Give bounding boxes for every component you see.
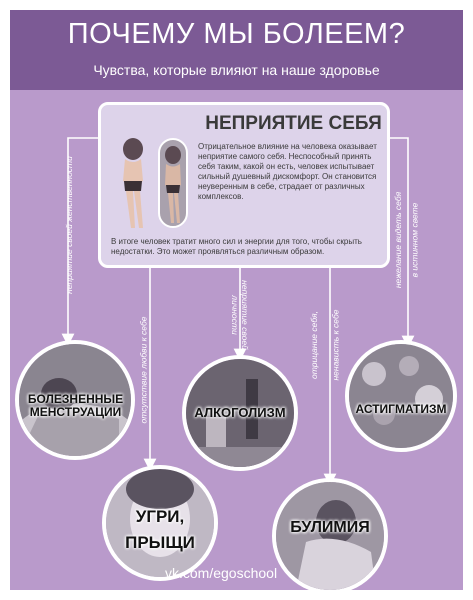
label-truth-2: в истинном свете	[409, 202, 420, 278]
label-acne-line-1: УГРИ,	[135, 507, 185, 526]
label-alcohol: АЛКОГОЛИЗМ	[194, 405, 286, 420]
infographic	[10, 10, 463, 590]
panel-text: Отрицательное влияние на человека оказывает неприятие самого себя. Неспособный принять себя таким, какой он есть, человек испытывает сильный душевный дискомфорт. Он становится неуверенным в себе, страдает от различных комплексов.	[198, 142, 377, 201]
label-love: отсутствие любви к себе	[138, 316, 149, 424]
panel-title: НЕПРИЯТИЕ СЕБЯ	[205, 113, 382, 134]
women-mirror-illustration	[111, 133, 193, 233]
page-subtitle: Чувства, которые влияют на наше здоровье	[93, 62, 380, 78]
label-hatred: ненависть к себе	[330, 309, 341, 381]
label-femininity: неприятие своей женственности	[63, 156, 74, 294]
label-personality: неприятие своей личности	[230, 280, 250, 350]
label-acne	[102, 508, 218, 552]
label-menstruation: БОЛЕЗНЕННЫЕ МЕНСТРУАЦИИ	[27, 392, 124, 419]
panel-text-secondary: В итоге человек тратит много сил и энергии для того, чтобы скрыть недостатки. Это может проявляться различным образом.	[111, 237, 362, 256]
label-bulimia: БУЛИМИЯ	[290, 519, 370, 536]
label-astigmatism: АСТИГМАТИЗМ	[355, 402, 447, 416]
circle-astigmatism	[345, 340, 457, 452]
label-truth-1: нежелание видеть себя	[393, 191, 404, 289]
self-rejection-panel	[98, 102, 390, 268]
page-title: ПОЧЕМУ МЫ БОЛЕЕМ?	[67, 18, 406, 50]
footer-link[interactable]: vk.com/egoschool	[165, 565, 278, 581]
label-acne-line-2: ПРЫЩИ	[125, 532, 195, 552]
label-denial: отрицание себя,	[308, 311, 319, 379]
blurred-lights-image	[349, 344, 453, 448]
